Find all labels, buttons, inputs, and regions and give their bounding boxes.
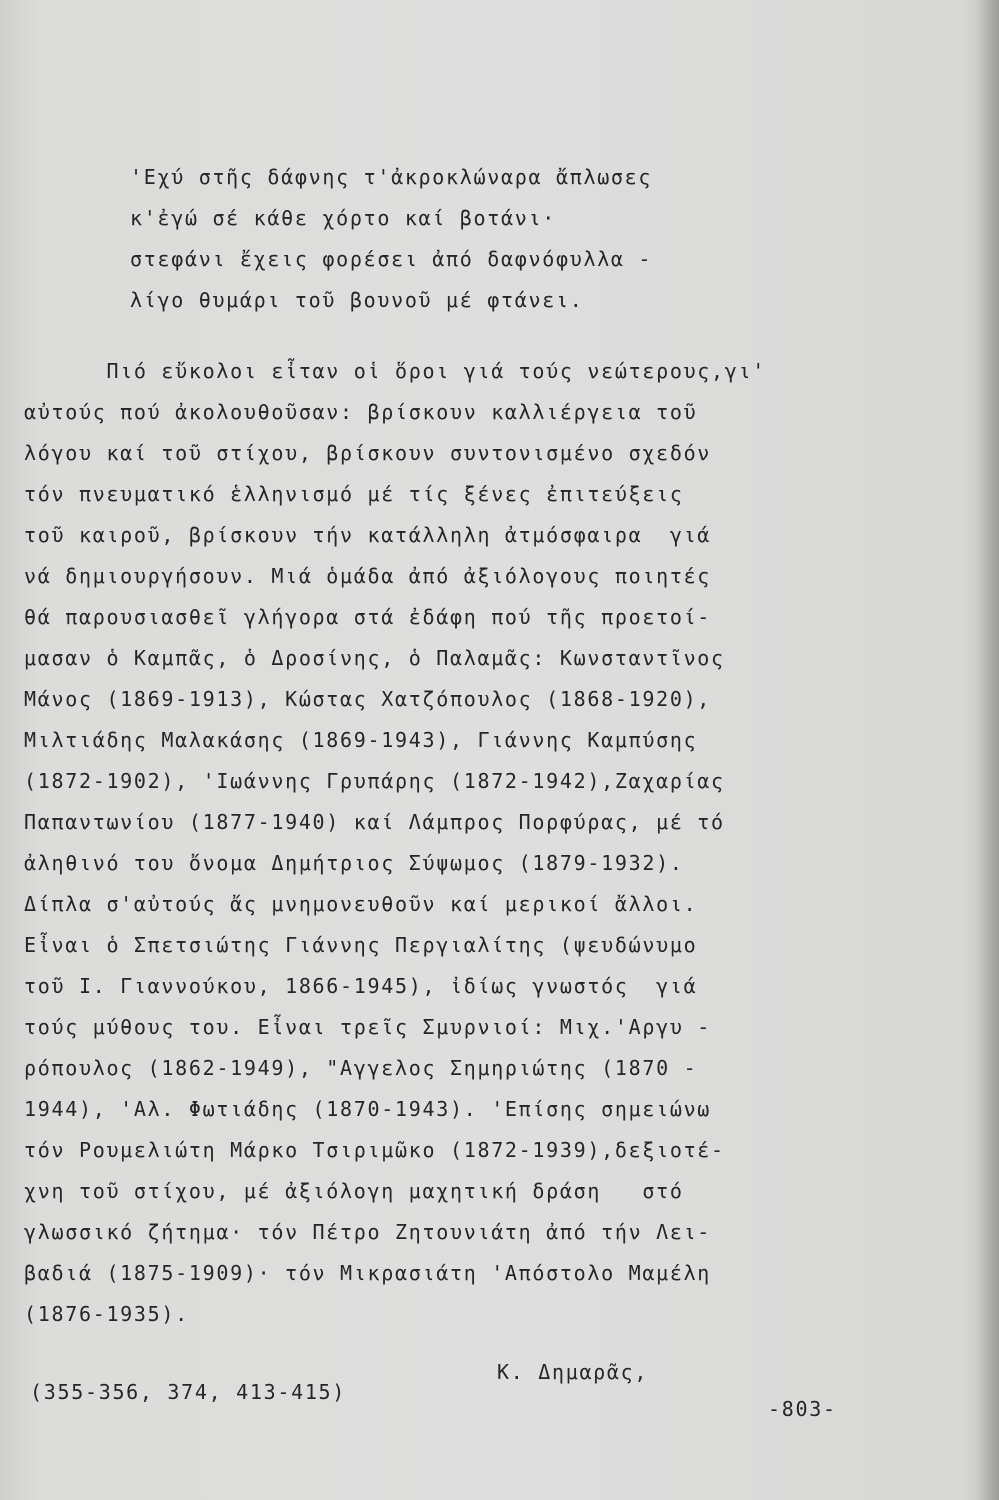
poem-stanza (130, 160, 653, 312)
body-line: (1876-1935). (24, 1302, 189, 1326)
poem-line: 'Εχύ στῆς δάφνης τ'ἀκροκλώναρα ἄπλωσες (130, 165, 653, 189)
body-line: Μιλτιάδης Μαλακάσης (1869-1943), Γιάννης Καμπύσης (24, 728, 698, 752)
body-line: τόν πνευματικό ἑλληνισμό μέ τίς ξένες ἐπιτεύξεις (24, 482, 684, 506)
body-line: ἀληθινό του ὄνομα Δημήτριος Σύψωμος (1879-1932). (24, 851, 684, 875)
body-line: θά παρουσιασθεῖ γλήγορα στά ἐδάφη πού τῆς προετοί- (24, 605, 712, 629)
poem-line: λίγο θυμάρι τοῦ βουνοῦ μέ φτάνει. (130, 288, 584, 312)
body-line: γλωσσικό ζήτημα· τόν Πέτρο Ζητουνιάτη ἀπό τήν Λει- (24, 1220, 712, 1244)
body-line: ρόπουλος (1862-1949), "Αγγελος Σημηριώτης (1870 - (24, 1056, 698, 1080)
body-line: Δίπλα σ'αὐτούς ἄς μνημονευθοῦν καί μερικοί ἄλλοι. (24, 892, 698, 916)
body-paragraph (24, 352, 767, 1326)
body-line: Πιό εὔκολοι εἶταν οἱ ὅροι γιά τούς νεώτερους,γι' (24, 359, 767, 383)
body-line: νά δημιουργήσουν. Μιά ὁμάδα ἀπό ἀξιόλογους ποιητές (24, 564, 712, 588)
body-line: τόν Ρουμελιώτη Μάρκο Τσιριμῶκο (1872-1939),δεξιοτέ- (24, 1138, 725, 1162)
body-line: Παπαντωνίου (1877-1940) καί Λάμπρος Πορφύρας, μέ τό (24, 810, 725, 834)
body-line: (1872-1902), 'Ιωάννης Γρυπάρης (1872-1942),Ζαχαρίας (24, 769, 725, 793)
body-line: μασαν ὁ Καμπᾶς, ὁ Δροσίνης, ὁ Παλαμᾶς: Κωνσταντῖνος (24, 646, 725, 670)
body-line: τοῦ Ι. Γιαννούκου, 1866-1945), ἰδίως γνωστός γιά (24, 974, 698, 998)
page-number: -803- (768, 1397, 837, 1421)
body-line: Μάνος (1869-1913), Κώστας Χατζόπουλος (1868-1920), (24, 687, 712, 711)
body-line: Εἶναι ὁ Σπετσιώτης Γιάννης Περγιαλίτης (ψευδώνυμο (24, 933, 698, 957)
body-line: αὐτούς πού ἀκολουθοῦσαν: βρίσκουν καλλιέργεια τοῦ (24, 400, 698, 424)
body-line: βαδιά (1875-1909)· τόν Μικρασιάτη 'Απόστολο Μαμέλη (24, 1261, 712, 1285)
page-edge-shadow (977, 0, 999, 1500)
body-line: χνη τοῦ στίχου, μέ ἀξιόλογη μαχητική δράση στό (24, 1179, 684, 1203)
poem-line: στεφάνι ἔχεις φορέσει ἀπό δαφνόφυλλα - (130, 247, 653, 271)
page-references: (355-356, 374, 413-415) (30, 1380, 347, 1404)
body-line: λόγου καί τοῦ στίχου, βρίσκουν συντονισμένο σχεδόν (24, 441, 712, 465)
body-line: τούς μύθους του. Εἶναι τρεῖς Σμυρνιοί: Μιχ.'Αργυ - (24, 1015, 712, 1039)
body-line: 1944), 'Αλ. Φωτιάδης (1870-1943). 'Επίσης σημειώνω (24, 1097, 712, 1121)
poem-line: κ'ἐγώ σέ κάθε χόρτο καί βοτάνι· (130, 206, 556, 230)
body-line: τοῦ καιροῦ, βρίσκουν τήν κατάλληλη ἀτμόσφαιρα γιά (24, 523, 712, 547)
author-signature: Κ. Δημαρᾶς, (497, 1360, 649, 1384)
